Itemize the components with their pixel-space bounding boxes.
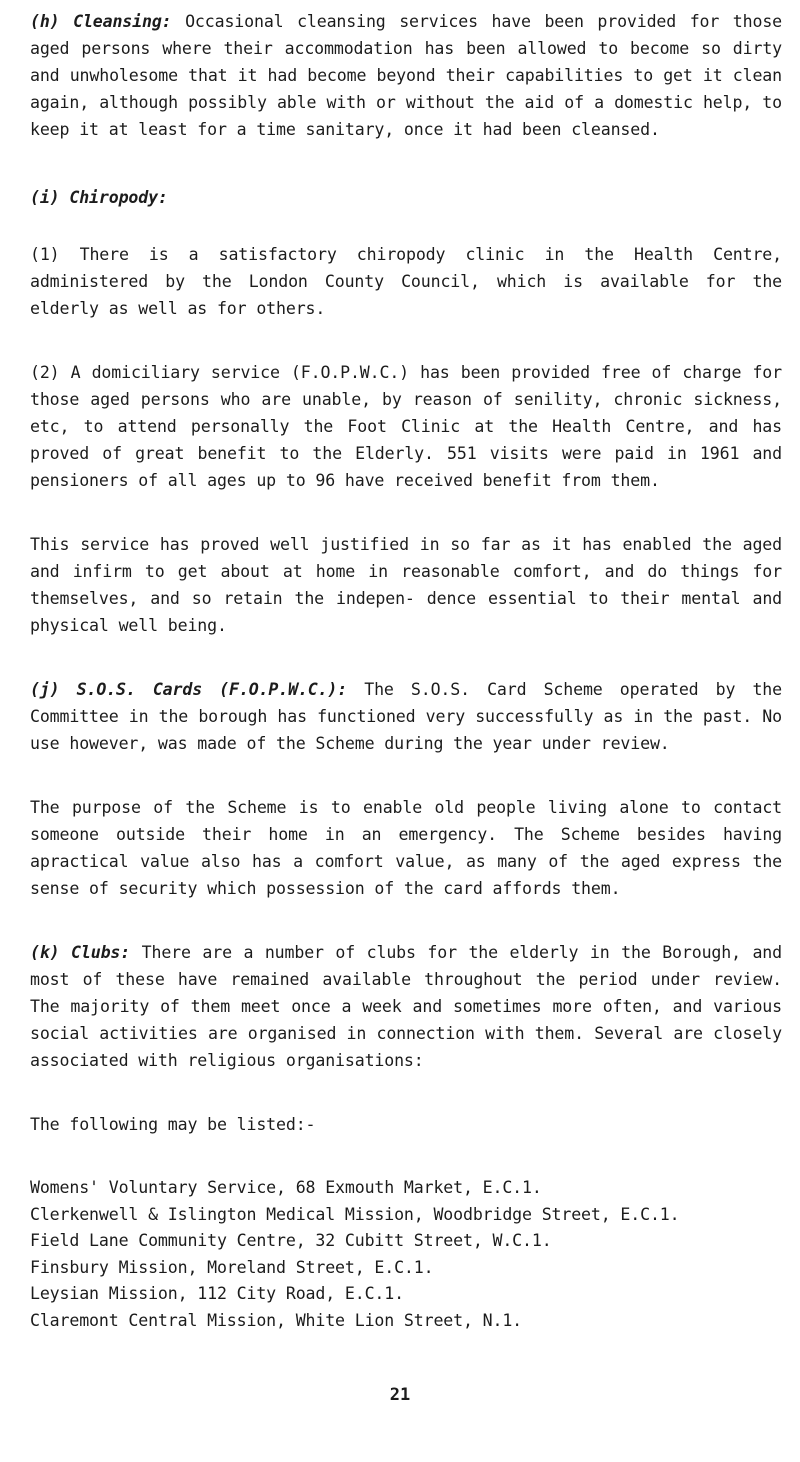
sos-purpose-paragraph: The purpose of the Scheme is to enable old people living alone to contact someone outside their home in an emergency. The Scheme besides having apractical value also has a comfort value, as many of the aged express the sense of security which possession of the card affords them. bbox=[30, 798, 782, 898]
section-j-heading: (j) S.O.S. Cards (F.O.P.W.C.): bbox=[30, 680, 348, 699]
list-item: Clerkenwell & Islington Medical Mission, Woodbridge Street, E.C.1. bbox=[30, 1204, 680, 1224]
section-k-heading: (k) Clubs: bbox=[30, 943, 131, 962]
section-j-paragraph bbox=[30, 676, 782, 757]
chiropody-paragraph-3: This service has proved well justified in so far as it has enabled the aged and infirm to get about at home in reasonable comfort, and do things for themselves, and so retain the indepen- dence essential to their mental and physical well being. bbox=[30, 535, 782, 635]
clubs-list-intro: The following may be listed:- bbox=[30, 1115, 316, 1134]
section-i-heading: (i) Chiropody: bbox=[30, 188, 168, 207]
chiropody-paragraph-1: (1) There is a satisfactory chiropody clinic in the Health Centre, administered by the London County Council, which is available for the elderly as well as for others. bbox=[30, 245, 782, 318]
section-k-paragraph bbox=[30, 939, 782, 1074]
section-h-paragraph bbox=[30, 8, 782, 143]
chiropody-paragraph-2: (2) A domiciliary service (F.O.P.W.C.) has been provided free of charge for those aged persons who are unable, by reason of senility, chronic sickness, etc, to attend personally the Foot Clinic at the Health Centre, and has proved of great benefit to the Elderly. 551 visits were paid in 1961 and pensioners of all ages up to 96 have received benefit from them. bbox=[30, 363, 782, 490]
list-item: Claremont Central Mission, White Lion Street, N.1. bbox=[30, 1310, 523, 1330]
list-item: Field Lane Community Centre, 32 Cubitt Street, W.C.1. bbox=[30, 1231, 552, 1250]
clubs-list bbox=[30, 1175, 782, 1334]
section-j-text: The S.O.S. Card Scheme operated by the Committee in the borough has functioned very successfully as in the past. No use however, was made of the Scheme during the year under review. bbox=[30, 680, 782, 753]
section-h-heading: (h) Cleansing: bbox=[30, 12, 172, 31]
list-item: Finsbury Mission, Moreland Street, E.C.1. bbox=[30, 1257, 434, 1277]
document-page bbox=[30, 8, 782, 1334]
page-number: 21 bbox=[389, 1385, 411, 1405]
section-k-text: There are a number of clubs for the elderly in the Borough, and most of these have remained available throughout the period under review. The majority of them meet once a week and sometimes more often, and various social activities are organised in connection with them. Several are closely associated with religious organisations: bbox=[30, 943, 782, 1070]
list-item: Leysian Mission, 112 City Road, E.C.1. bbox=[30, 1284, 404, 1303]
section-h-text: Occasional cleansing services have been provided for those aged persons where their accommodation has been allowed to become so dirty and unwholesome that it had become beyond their capabilities to get it clean again, although possibly able with or without the aid of a domestic help, to keep it at least for a time sanitary, once it had been cleansed. bbox=[30, 12, 782, 139]
list-item: Womens' Voluntary Service, 68 Exmouth Market, E.C.1. bbox=[30, 1178, 542, 1197]
